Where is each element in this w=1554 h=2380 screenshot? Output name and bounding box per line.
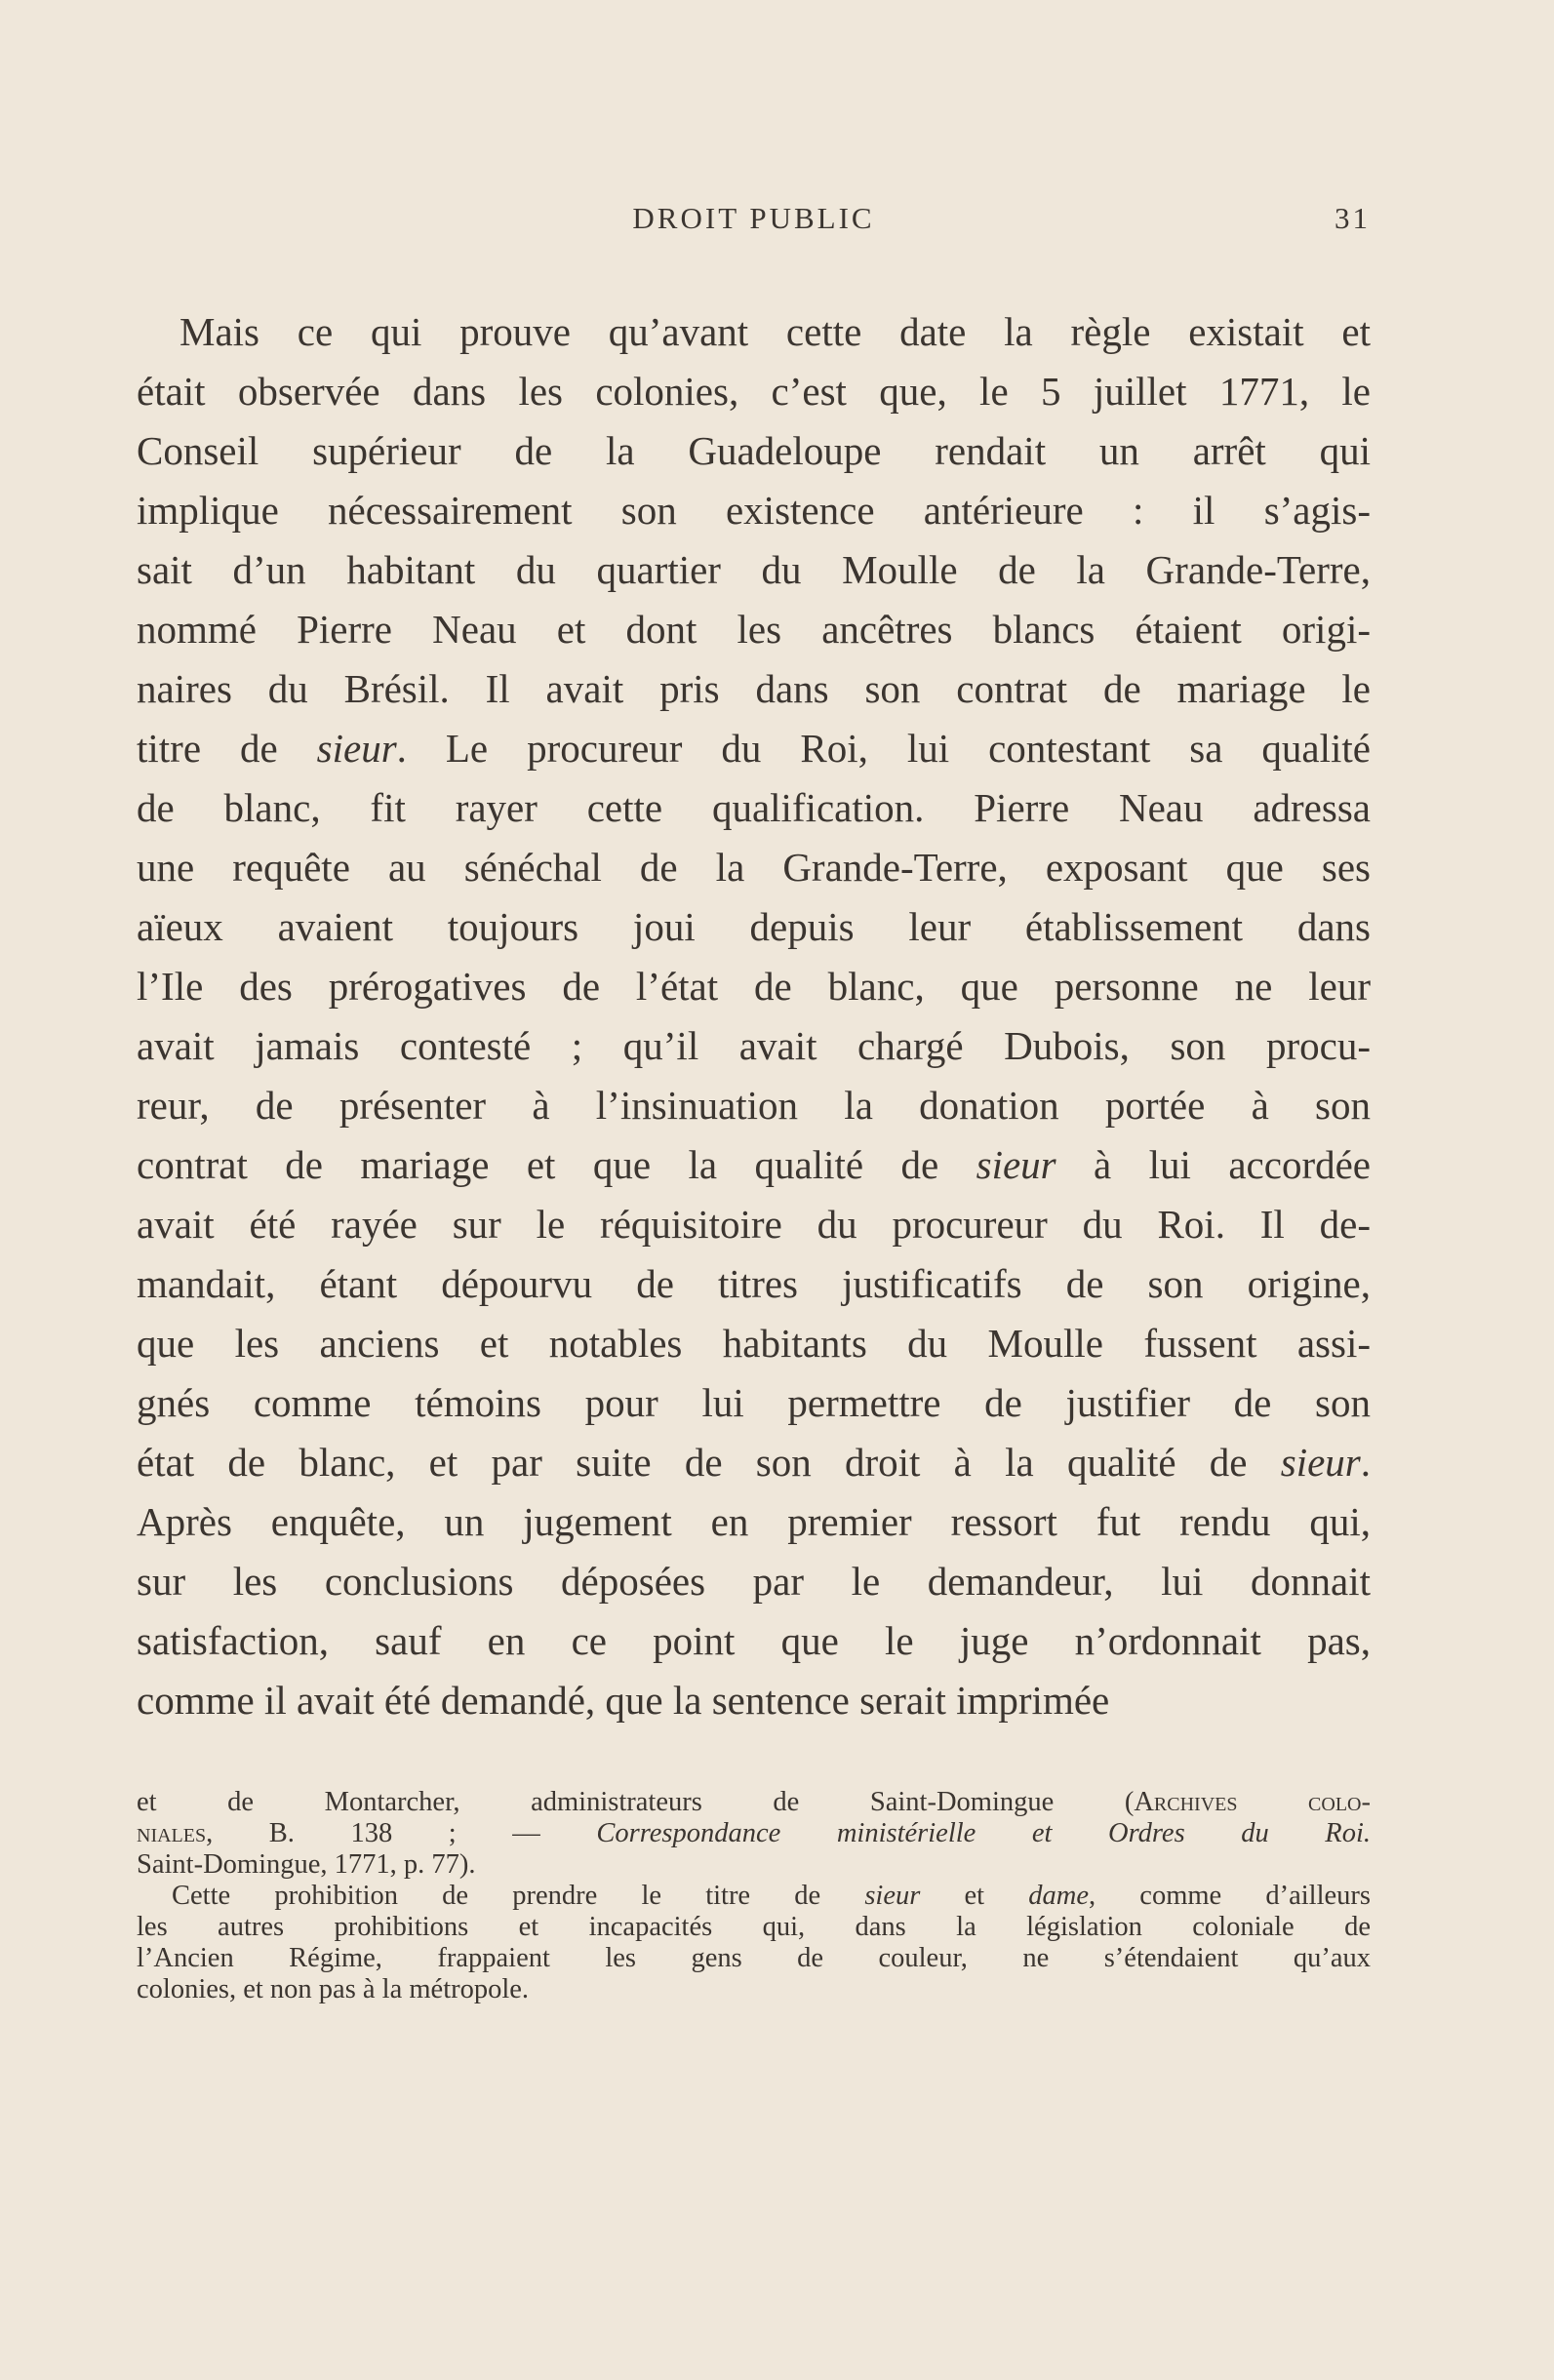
italic-term: sieur <box>1280 1440 1361 1485</box>
italic-term: dame <box>1028 1881 1089 1911</box>
text-line: gnés comme témoins pour lui permettre de justifier de son <box>137 1380 1371 1425</box>
italic-term: sieur <box>316 726 397 771</box>
text-segment: . <box>1360 1440 1371 1485</box>
small-caps-text: niales <box>137 1818 207 1848</box>
text-line <box>137 719 1371 778</box>
text-line: était observée dans les colonies, c’est que, le 5 juillet 1771, le <box>137 369 1371 414</box>
text-segment: et <box>920 1881 1029 1911</box>
text-line: aïeux avaient toujours joui depuis leur établissement dans <box>137 904 1371 949</box>
text-line: implique nécessairement son existence antérieure : il s’agis- <box>137 488 1371 533</box>
running-title: DROIT PUBLIC <box>632 201 875 235</box>
text-line: naires du Brésil. Il avait pris dans son contrat de mariage le <box>137 666 1371 711</box>
text-segment: , comme d’ailleurs <box>1089 1881 1371 1911</box>
running-head <box>137 201 1371 240</box>
italic-term: sieur <box>864 1881 921 1911</box>
text-line: sur les conclusions déposées par le demandeur, lui donnait <box>137 1559 1371 1604</box>
text-segment: à lui accordée <box>1056 1142 1371 1187</box>
text-segment: état de blanc, et par suite de son droit à la qualité de <box>137 1440 1281 1485</box>
footnotes <box>137 1787 1371 2005</box>
text-line: satisfaction, sauf en ce point que le juge n’ordonnait pas, <box>137 1618 1371 1663</box>
footnote-line: colonies, et non pas à la métropole. <box>137 1974 530 2004</box>
text-line: avait été rayée sur le réquisitoire du procureur du Roi. Il de- <box>137 1202 1371 1247</box>
text-line: une requête au sénéchal de la Grande-Terre, exposant que ses <box>137 845 1371 890</box>
italic-title: Correspondance ministérielle et Ordres du Roi. <box>596 1818 1371 1848</box>
text-line: que les anciens et notables habitants du Moulle fussent assi- <box>137 1321 1371 1366</box>
text-line: Mais ce qui prouve qu’avant cette date la règle existait et <box>179 309 1371 354</box>
text-segment: . Le procureur du Roi, lui contestant sa qualité <box>396 726 1371 771</box>
page-number: 31 <box>1335 201 1371 235</box>
footnote-line: les autres prohibitions et incapacités qui, dans la législation coloniale de <box>137 1912 1371 1942</box>
text-line: Après enquête, un jugement en premier ressort fut rendu qui, <box>137 1499 1371 1544</box>
small-caps-text: Archives colo- <box>1134 1787 1371 1817</box>
footnote-line <box>137 1787 1371 1818</box>
text-line: mandait, étant dépourvu de titres justificatifs de son origine, <box>137 1261 1371 1306</box>
footnote-line: Saint-Domingue, 1771, p. 77). <box>137 1849 476 1880</box>
text-line <box>137 1433 1371 1492</box>
text-segment: Cette prohibition de prendre le titre de <box>172 1881 865 1911</box>
text-segment: contrat de mariage et que la qualité de <box>137 1142 976 1187</box>
text-line: reur, de présenter à l’insinuation la donation portée à son <box>137 1083 1371 1128</box>
text-line: sait d’un habitant du quartier du Moulle de la Grande-Terre, <box>137 547 1371 592</box>
text-line: l’Ile des prérogatives de l’état de blanc, que personne ne leur <box>137 964 1371 1009</box>
italic-term: sieur <box>976 1142 1056 1187</box>
text-line: avait jamais contesté ; qu’il avait chargé Dubois, son procu- <box>137 1023 1371 1068</box>
text-line: comme il avait été demandé, que la sentence serait imprimée <box>137 1678 1110 1723</box>
text-segment: et de Montarcher, administrateurs de Saint-Domingue ( <box>137 1787 1135 1817</box>
text-segment: , B. 138 ; — <box>206 1818 597 1848</box>
footnote-line: l’Ancien Régime, frappaient les gens de couleur, ne s’étendaient qu’aux <box>137 1943 1371 1973</box>
footnote-line <box>137 1818 1371 1849</box>
text-segment: titre de <box>137 726 317 771</box>
footnote-line <box>137 1881 1371 1912</box>
main-text <box>137 302 1371 1730</box>
text-line: nommé Pierre Neau et dont les ancêtres blancs étaient origi- <box>137 607 1371 652</box>
text-line: Conseil supérieur de la Guadeloupe rendait un arrêt qui <box>137 428 1371 473</box>
text-line <box>137 1135 1371 1195</box>
text-line: de blanc, fit rayer cette qualification. Pierre Neau adressa <box>137 785 1371 830</box>
